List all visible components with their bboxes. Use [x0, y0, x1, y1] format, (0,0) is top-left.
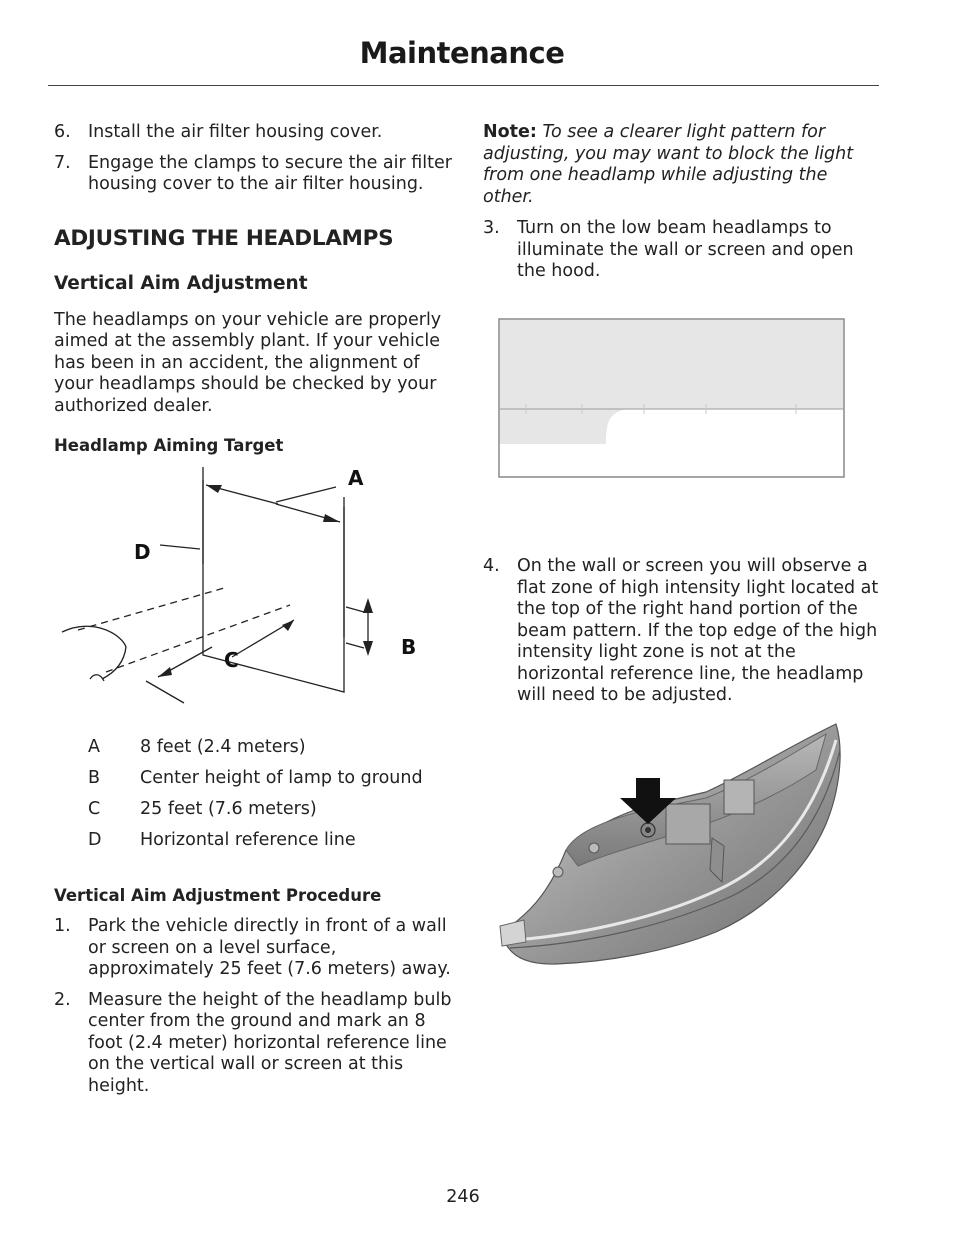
intro-paragraph: The headlamps on your vehicle are properly aimed at the assembly plant. If your vehicle has been in an accident, the alignment of your headlamps should be checked by your authorized dealer. — [54, 309, 442, 416]
step-7 — [54, 153, 454, 196]
procedure-step-2 — [54, 990, 454, 1098]
step-text: Park the vehicle directly in front of a wall or screen on a level surface, approximately 25 feet (7.6 meters) away. — [88, 916, 451, 979]
step-4 — [483, 556, 883, 707]
legend-row — [88, 737, 454, 768]
procedure-step-1 — [54, 916, 454, 981]
left-column — [54, 122, 454, 1106]
headlamp-assembly-image — [496, 720, 848, 966]
figure-legend — [88, 737, 454, 861]
legend-value: Center height of lamp to ground — [140, 767, 423, 788]
step-text: Turn on the low beam headlamps to illuminate the wall or screen and open the hood. — [517, 218, 854, 281]
aiming-target-figure — [54, 467, 454, 727]
note-label: Note: — [483, 122, 537, 142]
step-text: Measure the height of the headlamp bulb center from the ground and mark an 8 foot (2.4 meter) horizontal reference line on the vertical wall or screen at this height. — [88, 989, 452, 1096]
label-b: B — [401, 634, 417, 659]
page-number: 246 — [446, 1187, 480, 1207]
procedure-heading: Vertical Aim Adjustment Procedure — [54, 885, 382, 905]
legend-key: C — [88, 798, 101, 819]
right-column — [483, 122, 883, 292]
step-6 — [54, 122, 454, 144]
step-number: 7. — [54, 152, 71, 173]
aiming-target-diagram — [54, 467, 454, 727]
beam-pattern-figure — [498, 318, 846, 480]
beam-pattern-image — [498, 318, 846, 480]
section-heading: ADJUSTING THE HEADLAMPS — [54, 225, 394, 251]
label-c: C — [224, 647, 239, 672]
step-text: Install the air filter housing cover. — [88, 122, 383, 142]
step-number: 2. — [54, 989, 71, 1010]
step-number: 1. — [54, 916, 71, 936]
title-divider — [48, 85, 879, 86]
step-text: Engage the clamps to secure the air filter housing cover to the air filter housing. — [88, 152, 452, 194]
step-number: 6. — [54, 122, 71, 142]
legend-row — [88, 799, 454, 830]
legend-key: D — [88, 829, 102, 850]
legend-row — [88, 830, 454, 861]
sub-heading: Vertical Aim Adjustment — [54, 273, 308, 294]
step-3 — [483, 218, 883, 283]
step-number: 4. — [483, 556, 500, 576]
figure-heading: Headlamp Aiming Target — [54, 436, 284, 455]
note-text: To see a clearer light pattern for adjusting, you may want to block the light from one headlamp while adjusting the other. — [483, 122, 854, 207]
step-text: On the wall or screen you will observe a flat zone of high intensity light located at the top of the right hand portion of the beam pattern. If the top edge of the high intensity light zone is not at the horizontal reference line, the headlamp will need to be adjusted. — [517, 556, 879, 705]
legend-row — [88, 768, 454, 799]
legend-value: 25 feet (7.6 meters) — [140, 798, 317, 819]
label-a: A — [348, 466, 364, 490]
legend-value: Horizontal reference line — [140, 829, 356, 850]
note — [483, 122, 883, 208]
page-title: Maintenance — [359, 36, 565, 70]
legend-key: B — [88, 767, 101, 788]
legend-key: A — [88, 736, 100, 757]
headlamp-assembly-figure — [496, 720, 848, 966]
label-d: D — [134, 539, 151, 564]
legend-value: 8 feet (2.4 meters) — [140, 736, 306, 757]
right-column-lower — [483, 556, 883, 716]
step-number: 3. — [483, 218, 500, 238]
